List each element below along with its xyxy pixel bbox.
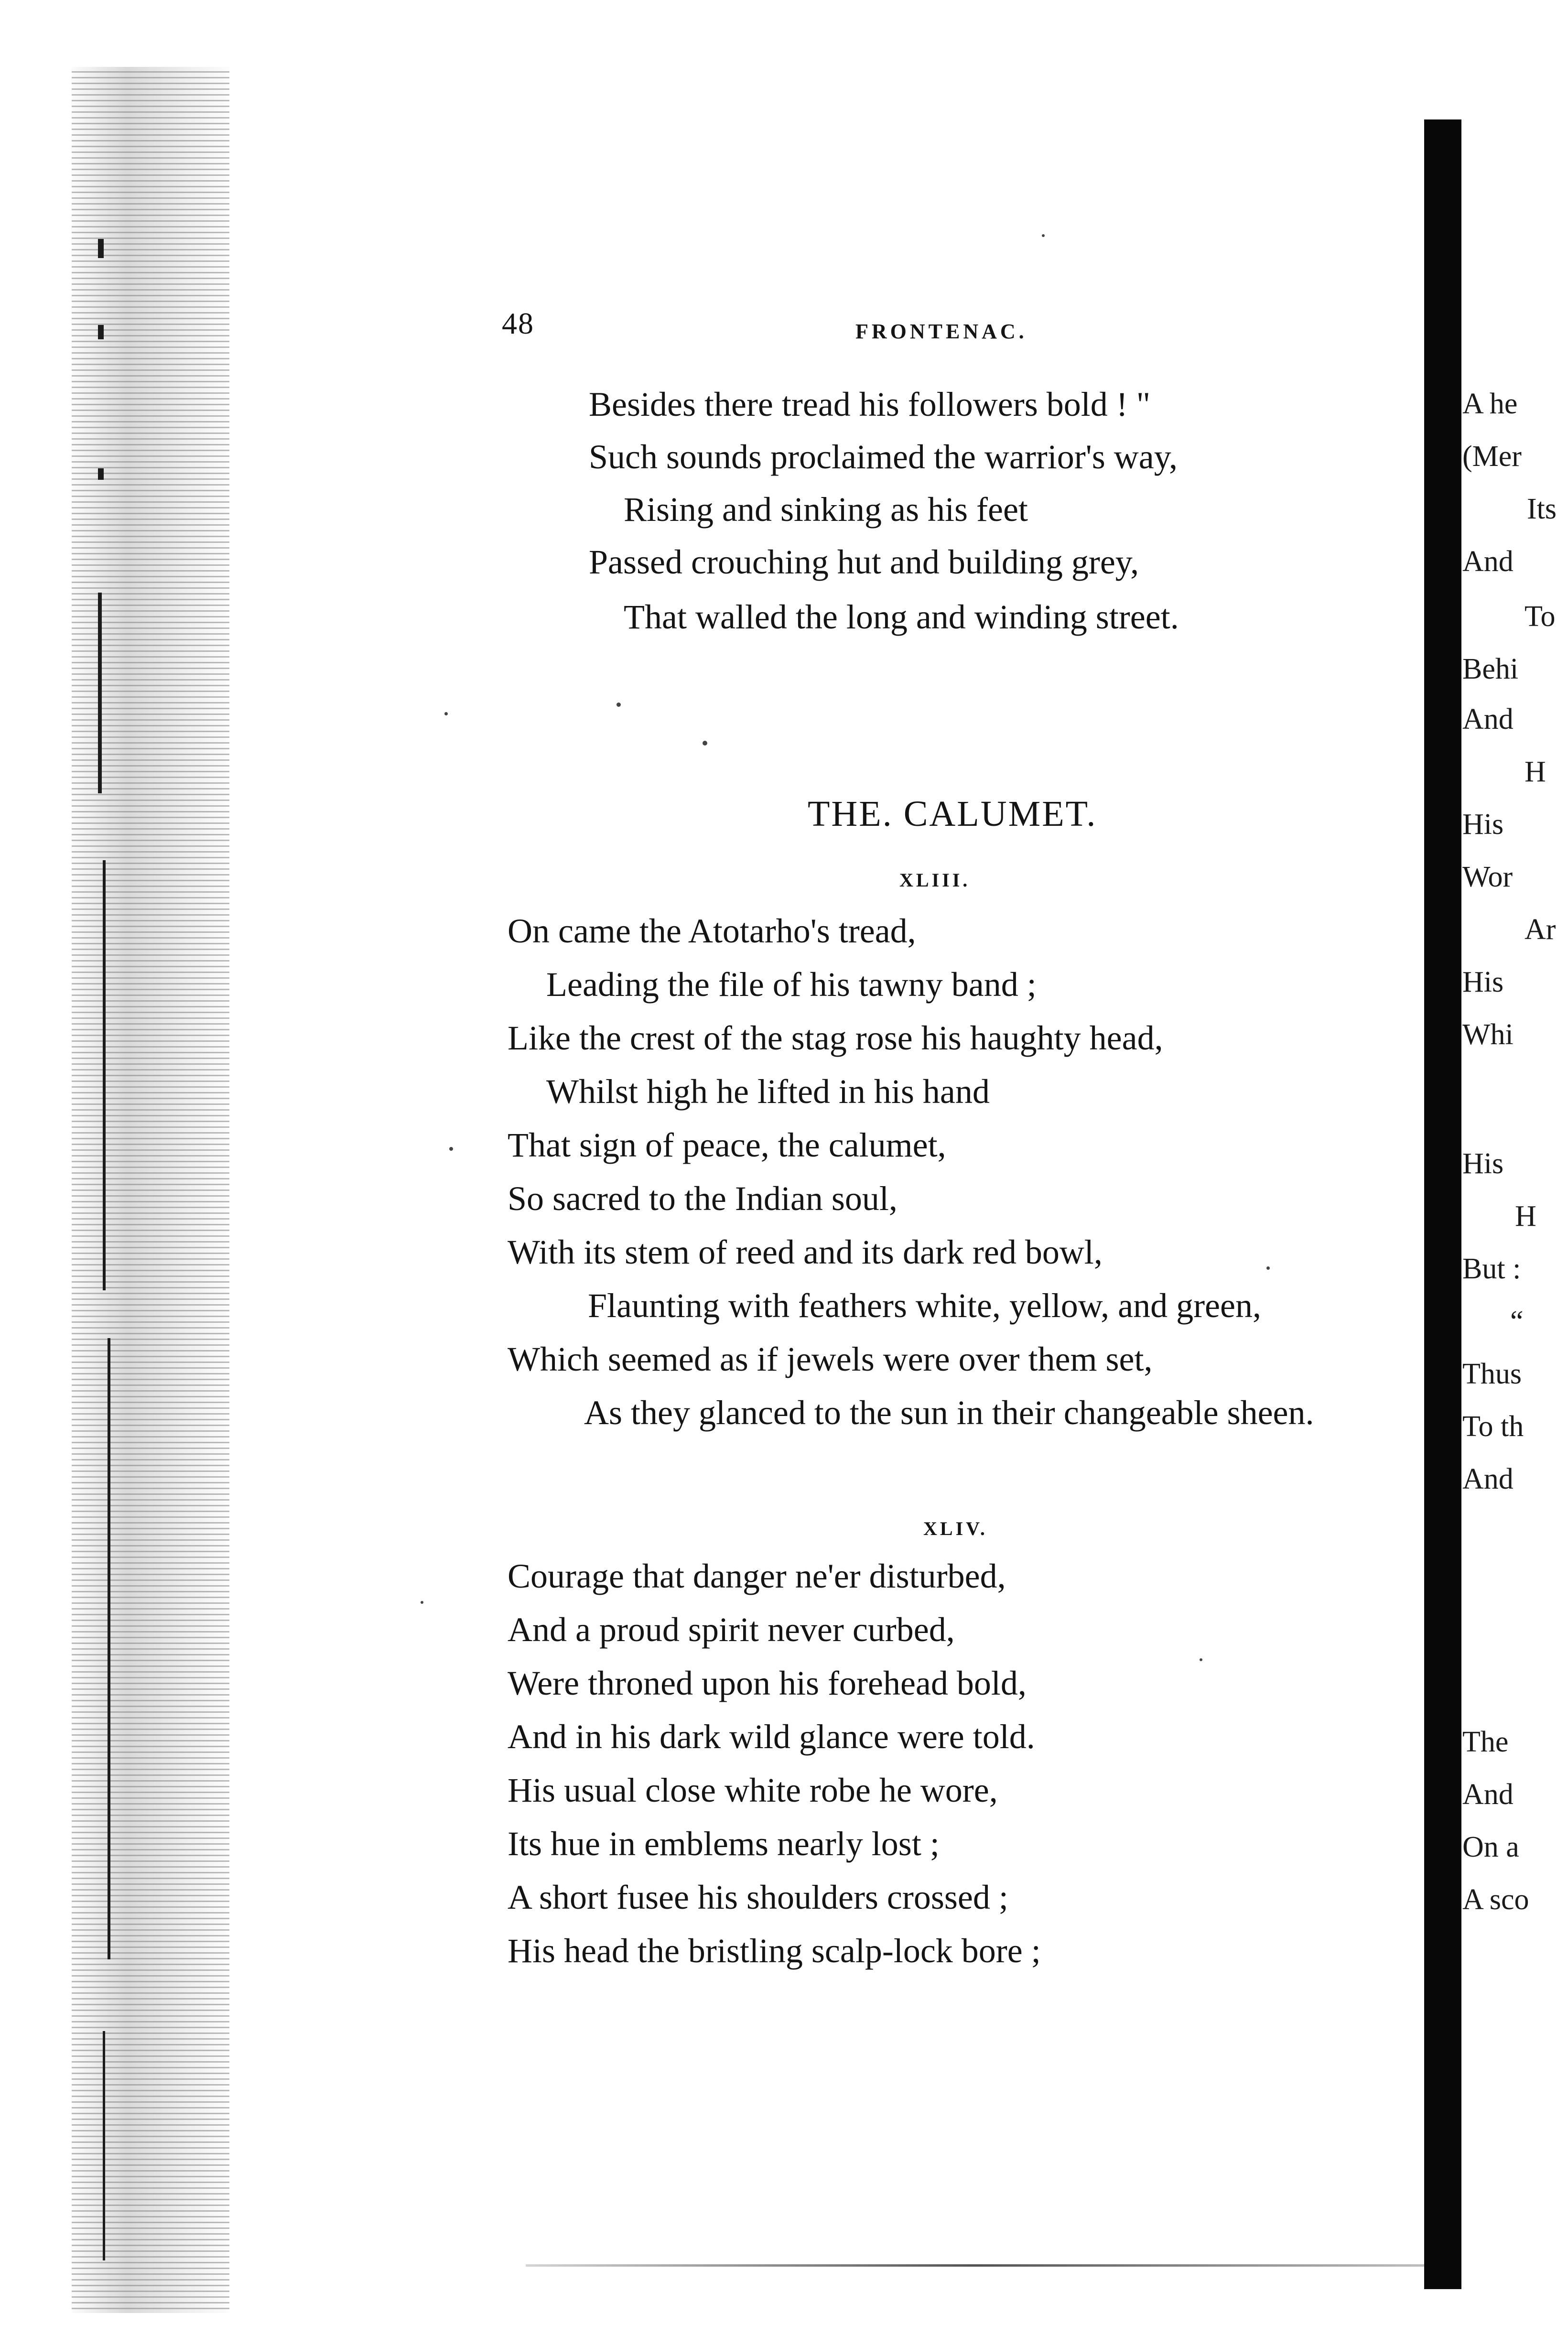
facing-page-text: The xyxy=(1462,1726,1509,1758)
gutter-mark xyxy=(108,1338,110,1959)
scan-speck xyxy=(444,712,448,715)
scan-speck xyxy=(421,1601,423,1604)
gutter-mark xyxy=(98,593,102,793)
facing-page-text: But : xyxy=(1462,1253,1521,1285)
facing-page-text: Wor xyxy=(1462,861,1513,893)
bottom-edge-shadow xyxy=(526,2264,1424,2267)
facing-page-text: His xyxy=(1462,966,1504,998)
gutter-mark xyxy=(98,468,104,480)
verse-line: Like the crest of the stag rose his haughty head, xyxy=(508,1019,1163,1057)
verse-line: Leading the file of his tawny band ; xyxy=(546,965,1037,1004)
verse-line: So sacred to the Indian soul, xyxy=(508,1179,898,1218)
verse-line: A short fusee his shoulders crossed ; xyxy=(508,1878,1008,1916)
facing-page-text: H xyxy=(1525,756,1546,788)
facing-page-text: “ xyxy=(1510,1305,1524,1338)
facing-page-text: And xyxy=(1462,703,1514,735)
scan-speck xyxy=(616,703,621,707)
facing-page-text: H xyxy=(1515,1200,1536,1232)
verse-line: That walled the long and winding street. xyxy=(624,598,1179,636)
verse-line: Passed crouching hut and building grey, xyxy=(589,543,1139,581)
scan-speck xyxy=(1200,1658,1202,1661)
verse-line: Whilst high he lifted in his hand xyxy=(546,1072,990,1111)
verse-line: As they glanced to the sun in their changeable sheen. xyxy=(584,1394,1314,1432)
verse-line: And a proud spirit never curbed, xyxy=(508,1611,955,1649)
verse-line: On came the Atotarho's tread, xyxy=(508,912,916,950)
verse-line: With its stem of reed and its dark red bowl, xyxy=(508,1233,1103,1271)
verse-line: Courage that danger ne'er disturbed, xyxy=(508,1557,1006,1595)
verse-line: His usual close white robe he wore, xyxy=(508,1771,998,1809)
scan-speck xyxy=(1266,1266,1270,1270)
page-number: 48 xyxy=(502,306,534,340)
facing-page-text: And xyxy=(1462,1778,1514,1811)
gutter-mark xyxy=(103,860,106,1290)
facing-page-text: His xyxy=(1462,808,1504,841)
verse-line: Flaunting with feathers white, yellow, and green, xyxy=(588,1286,1261,1325)
facing-page-text: Whi xyxy=(1462,1018,1514,1051)
verse-line: Rising and sinking as his feet xyxy=(624,490,1028,529)
scan-speck xyxy=(449,1147,453,1151)
facing-page-text: To th xyxy=(1462,1410,1524,1443)
gutter-mark xyxy=(98,325,104,339)
stanza-number: XLIV. xyxy=(923,1518,988,1539)
scan-speck xyxy=(1042,234,1045,237)
verse-line: Which seemed as if jewels were over them set, xyxy=(508,1340,1153,1378)
facing-page-text: A sco xyxy=(1462,1883,1529,1916)
running-title: FRONTENAC. xyxy=(855,320,1027,343)
binding-gutter-shadow xyxy=(72,67,229,2313)
facing-page-text: Its xyxy=(1527,493,1557,525)
verse-line: Its hue in emblems nearly lost ; xyxy=(508,1825,940,1863)
verse-line: And in his dark wild glance were told. xyxy=(508,1718,1035,1756)
verse-line: That sign of peace, the calumet, xyxy=(508,1126,946,1164)
facing-page-text: Ar xyxy=(1525,913,1556,946)
facing-page-text: To xyxy=(1525,600,1556,633)
facing-page-text: On a xyxy=(1462,1831,1519,1863)
facing-page-text: A he xyxy=(1462,388,1518,420)
facing-page-text: His xyxy=(1462,1147,1504,1180)
verse-line: Such sounds proclaimed the warrior's way, xyxy=(589,438,1178,476)
verse-line: Besides there tread his followers bold ! " xyxy=(589,385,1151,423)
facing-page-text: (Mer xyxy=(1462,440,1522,473)
facing-page-text: Thus xyxy=(1462,1358,1522,1390)
verse-line: His head the bristling scalp-lock bore ; xyxy=(508,1932,1041,1970)
facing-page-text: Behi xyxy=(1462,653,1519,685)
facing-page-text: And xyxy=(1462,545,1514,578)
stanza-number: XLIII. xyxy=(899,869,971,891)
section-title: THE. CALUMET. xyxy=(808,794,1097,834)
facing-page-edge-shadow xyxy=(1424,119,1461,2289)
scan-speck xyxy=(703,741,707,746)
facing-page-text: And xyxy=(1462,1463,1514,1495)
gutter-mark xyxy=(98,239,104,258)
gutter-mark xyxy=(103,2031,105,2260)
verse-line: Were throned upon his forehead bold, xyxy=(508,1664,1027,1702)
